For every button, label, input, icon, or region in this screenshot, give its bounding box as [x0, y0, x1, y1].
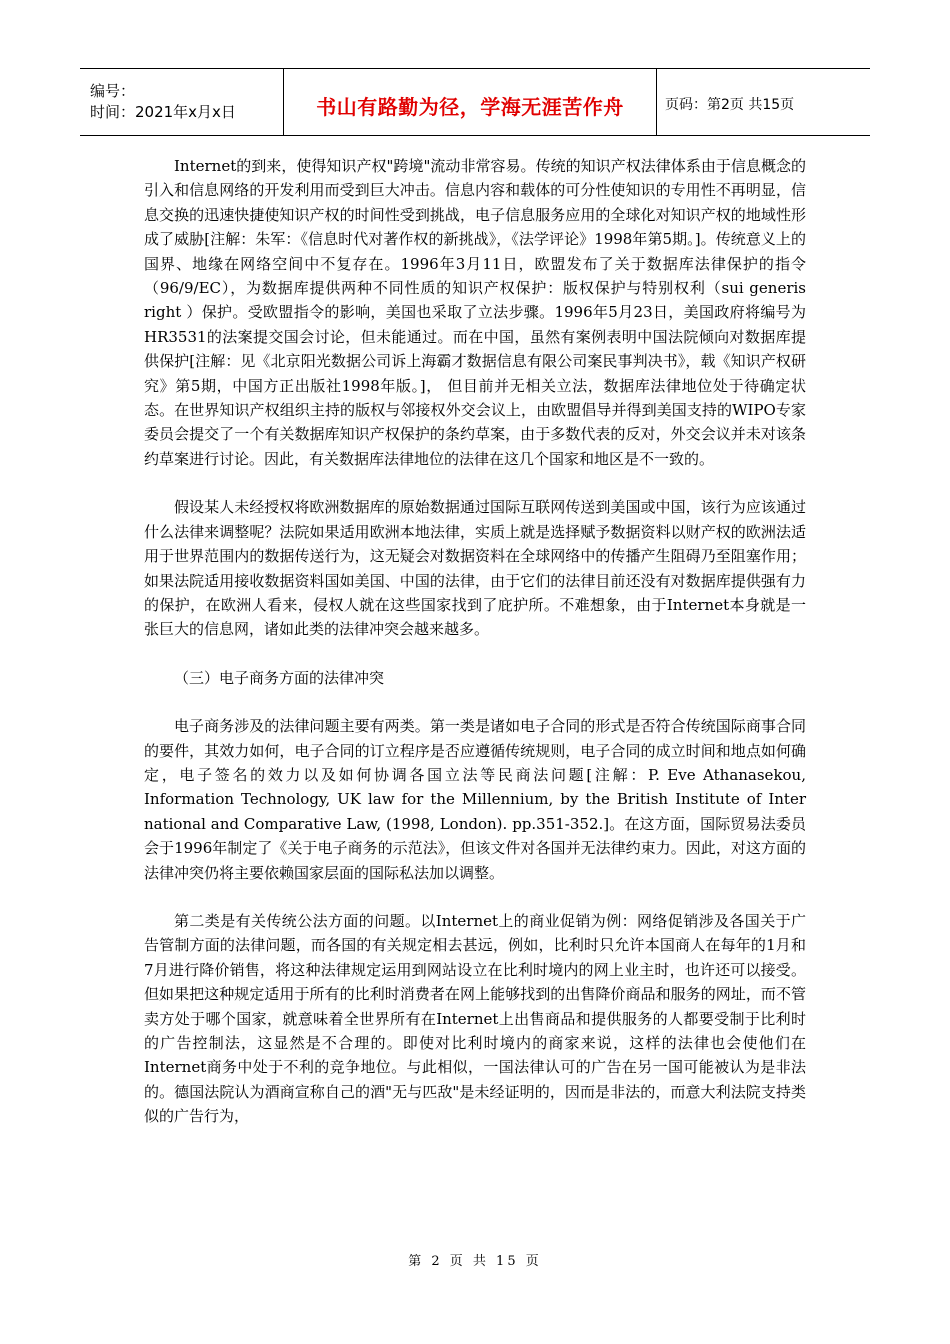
- paragraph-database-example: 假设某人未经授权将欧洲数据库的原始数据通过国际互联网传送到美国或中国，该行为应该通过什么法律来调整呢？法院如果适用欧洲本地法律，实质上就是选择赋予数据资料以财产权的欧洲法适用于世界范围内的数据传送行为，这无疑会对数据资料在全球网络中的传播产生阻碍乃至阻塞作用；如果法院适用接收数据资料国如美国、中国的法律，由于它们的法律目前还没有对数据库提供强有力的保护，在欧洲人看来，侵权人就在这些国家找到了庇护所。不难想象，由于Internet本身就是一张巨大的信息网，诸如此类的法律冲突会越来越多。: [144, 498, 806, 639]
- header-page-label: 页码：第2页 共15页: [665, 97, 795, 113]
- page-footer: 第 2 页 共 15 页: [408, 1254, 542, 1269]
- header-motto: 书山有路勤为径，学海无涯苦作舟: [316, 94, 624, 119]
- paragraph-ecommerce-second-type: 第二类是有关传统公法方面的问题。以Internet上的商业促销为例：网络促销涉及各国关于广告管制方面的法律问题，而各国的有关规定相去甚远，例如，比利时只允许本国商人在每年的1月和7月进行降价销售，将这种法律规定运用到网站设立在比利时境内的网上业主时，也许还可以接受。但如果把这种规定适用于所有的比利时消费者在网上能够找到的出售降价商品和服务的网址，而不管卖方处于哪个国家，就意味着全世界所有在Internet上出售商品和提供服务的人都要受制于比利时的广告控制法，这显然是不合理的。即使对比利时境内的商家来说，这样的法律也会使他们在Internet商务中处于不利的竞争地位。与此相似，一国法律认可的广告在另一国可能被认为是非法的。德国法院认为酒商宣称自己的酒"无与匹敌"是未经证明的，因而是非法的，而意大利法院支持类似的广告行为，: [144, 911, 806, 1126]
- page-header: [80, 68, 870, 136]
- paragraph-ecommerce-first-type: 电子商务涉及的法律问题主要有两类。第一类是诸如电子合同的形式是否符合传统国际商事合同的要件，其效力如何，电子合同的订立程序是否应遵循传统规则，电子合同的成立时间和地点如何确定，电子签名的效力以及如何协调各国立法等民商法问题[注解：P. Eve Athanasekou, Information Technology, UK law for the Millennium, by the British Institute of Inter national and Comparative Law, (1998, London). pp.351-352.]。在这方面，国际贸易法委员会于1996年制定了《关于电子商务的示范法》，但该文件对各国并无法律约束力。因此，对这方面的法律冲突仍将主要依赖国家层面的国际私法加以调整。: [144, 717, 806, 882]
- document-number-label: 编号：: [90, 82, 136, 100]
- document-date-label: 时间：2021年x月x日: [90, 103, 236, 121]
- header-page-cell: [657, 69, 870, 135]
- section-heading-ecommerce: （三）电子商务方面的法律冲突: [174, 668, 385, 687]
- header-motto-cell: [283, 69, 657, 135]
- document-body: [144, 154, 806, 1153]
- header-meta: [80, 69, 283, 135]
- paragraph-ip-conflict: Internet的到来，使得知识产权"跨境"流动非常容易。传统的知识产权法律体系由于信息概念的引入和信息网络的开发利用而受到巨大冲击。信息内容和载体的可分性使知识的专用性不再明显，信息交换的迅速快捷使知识产权的时间性受到挑战，电子信息服务应用的全球化对知识产权的地域性形成了威胁[注解：朱军：《信息时代对著作权的新挑战》，《法学评论》1998年第5期。]。传统意义上的国界、地缘在网络空间中不复存在。1996年3月11日，欧盟发布了关于数据库法律保护的指令（96/9/EC），为数据库提供两种不同性质的知识产权保护：版权保护与特别权利（sui generis right ）保护。受欧盟指令的影响，美国也采取了立法步骤。1996年5月23日，美国政府将编号为HR3531的法案提交国会讨论，但未能通过。而在中国，虽然有案例表明中国法院倾向对数据库提供保护[注解：见《北京阳光数据公司诉上海霸才数据信息有限公司案民事判决书》，载《知识产权研究》第5期，中国方正出版社1998年版。]， 但目前并无相关立法，数据库法律地位处于待确定状态。在世界知识产权组织主持的版权与邻接权外交会议上，由欧盟倡导并得到美国支持的WIPO专家委员会提交了一个有关数据库知识产权保护的条约草案，由于多数代表的反对，外交会议并未对该条约草案进行讨论。因此，有关数据库法律地位的法律在这几个国家和地区是不一致的。: [144, 157, 806, 468]
